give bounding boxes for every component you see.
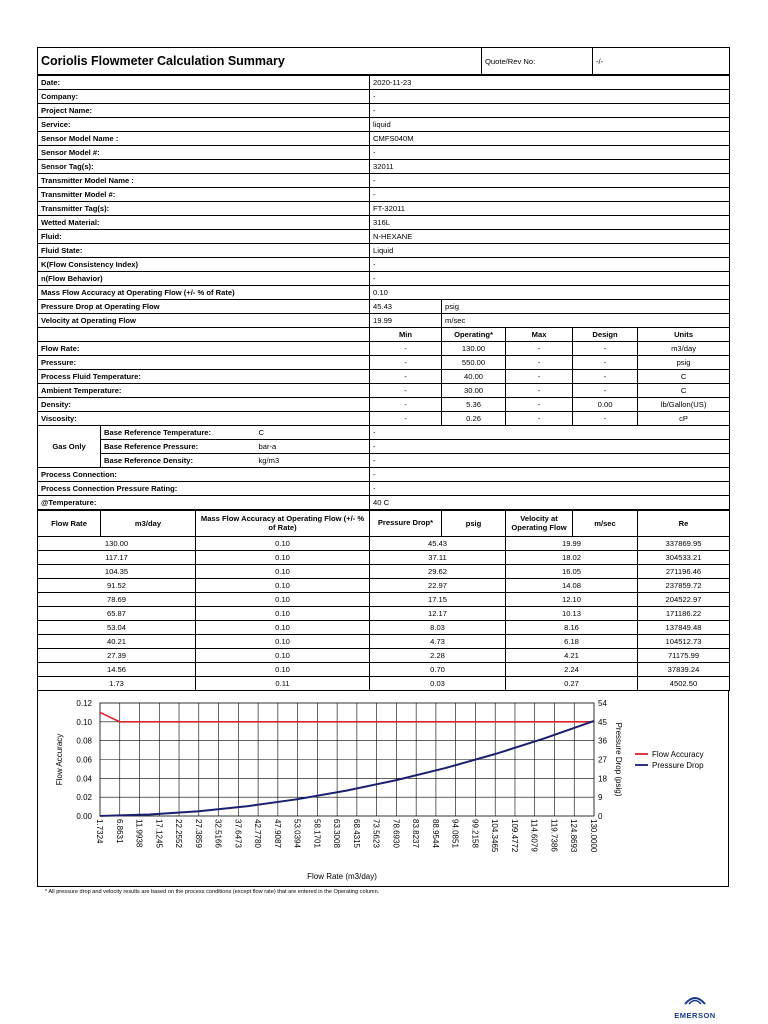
info-value: -	[370, 272, 730, 286]
info-row	[38, 258, 730, 272]
x-tick-label: 88.9544	[430, 819, 440, 848]
condition-design: -	[573, 356, 638, 370]
velocity-unit: m/sec	[442, 314, 730, 328]
gas-ref-value: -	[370, 440, 730, 454]
perf-velocity: 6.18	[506, 635, 638, 649]
perf-accuracy: 0.10	[196, 593, 370, 607]
x-tick-label: 17.1245	[154, 819, 164, 848]
info-label: Date:	[38, 76, 370, 90]
info-value: 32011	[370, 160, 730, 174]
info-label: Project Name:	[38, 104, 370, 118]
info-value: -	[370, 146, 730, 160]
perf-row	[38, 565, 730, 579]
info-label: Fluid:	[38, 230, 370, 244]
condition-design: -	[573, 342, 638, 356]
x-tick-label: 109.4772	[509, 819, 519, 853]
conditions-header-cell: Units	[638, 328, 730, 342]
perf-velocity: 14.08	[506, 579, 638, 593]
x-tick-label: 99.2158	[470, 819, 480, 848]
info-row	[38, 118, 730, 132]
info-label: Service:	[38, 118, 370, 132]
condition-units: C	[638, 370, 730, 384]
perf-flow: 65.87	[38, 607, 196, 621]
info-value: N-HEXANE	[370, 230, 730, 244]
condition-design: 0.00	[573, 398, 638, 412]
perf-accuracy: 0.10	[196, 579, 370, 593]
perf-re: 304533.21	[638, 551, 730, 565]
condition-design: -	[573, 412, 638, 426]
legend-label: Pressure Drop	[652, 761, 704, 770]
x-tick-label: 42.7780	[253, 819, 263, 848]
y-right-tick-label: 45	[598, 717, 607, 727]
condition-row	[38, 356, 730, 370]
conditions-header	[38, 328, 730, 342]
pressure-drop-label: Pressure Drop at Operating Flow	[38, 300, 370, 314]
condition-max: -	[506, 356, 573, 370]
condition-units: cP	[638, 412, 730, 426]
gas-only-row	[38, 454, 730, 468]
gas-ref-label: Base Reference Density:	[101, 454, 256, 468]
info-row	[38, 188, 730, 202]
perf-re: 237859.72	[638, 579, 730, 593]
perf-pdrop: 4.73	[370, 635, 506, 649]
condition-min: -	[370, 370, 442, 384]
at-temperature-value: 40 C	[370, 496, 730, 510]
x-tick-label: 6.8631	[114, 819, 124, 844]
perf-pdrop: 29.62	[370, 565, 506, 579]
perf-flow: 1.73	[38, 677, 196, 691]
info-row	[38, 202, 730, 216]
x-tick-label: 53.0394	[292, 819, 302, 848]
y-right-axis-label: Pressure Drop (psig)	[614, 722, 623, 797]
condition-row	[38, 412, 730, 426]
x-tick-label: 104.3465	[490, 819, 500, 853]
pressure-drop-unit: psig	[442, 300, 730, 314]
info-row	[38, 76, 730, 90]
y-right-tick-label: 9	[598, 793, 603, 803]
perf-accuracy: 0.10	[196, 635, 370, 649]
perf-re: 104512.73	[638, 635, 730, 649]
perf-accuracy: 0.10	[196, 565, 370, 579]
y-left-tick-label: 0.06	[76, 755, 92, 765]
condition-row	[38, 398, 730, 412]
info-value: liquid	[370, 118, 730, 132]
perf-row	[38, 663, 730, 677]
x-tick-label: 63.3008	[332, 819, 342, 848]
x-tick-label: 27.3859	[193, 819, 203, 848]
condition-max: -	[506, 398, 573, 412]
perf-flow: 91.52	[38, 579, 196, 593]
process-connection-label: Process Connection:	[38, 468, 370, 482]
perf-header-accuracy: Mass Flow Accuracy at Operating Flow (+/- % of Rate)	[196, 511, 370, 537]
perf-pdrop: 17.15	[370, 593, 506, 607]
info-row	[38, 286, 730, 300]
info-row	[38, 132, 730, 146]
perf-flow: 104.35	[38, 565, 196, 579]
perf-velocity: 8.16	[506, 621, 638, 635]
perf-velocity: 4.21	[506, 649, 638, 663]
condition-max: -	[506, 342, 573, 356]
y-left-tick-label: 0.08	[76, 736, 92, 746]
perf-row	[38, 635, 730, 649]
perf-accuracy: 0.10	[196, 663, 370, 677]
x-axis-label: Flow Rate (m3/day)	[307, 872, 377, 881]
info-label: Transmitter Model Name :	[38, 174, 370, 188]
condition-op: 40.00	[442, 370, 506, 384]
perf-row	[38, 593, 730, 607]
perf-accuracy: 0.11	[196, 677, 370, 691]
condition-design: -	[573, 370, 638, 384]
perf-pdrop: 8.03	[370, 621, 506, 635]
gas-ref-unit: bar-a	[256, 440, 370, 454]
perf-accuracy: 0.10	[196, 537, 370, 551]
perf-accuracy: 0.10	[196, 607, 370, 621]
y-left-tick-label: 0.10	[76, 717, 92, 727]
gas-only-row	[38, 426, 730, 440]
info-row	[38, 160, 730, 174]
x-tick-label: 130.0000	[589, 819, 598, 853]
perf-header-re: Re	[638, 511, 730, 537]
condition-units: psig	[638, 356, 730, 370]
condition-max: -	[506, 412, 573, 426]
perf-pdrop: 0.03	[370, 677, 506, 691]
condition-op: 5.36	[442, 398, 506, 412]
perf-pdrop: 12.17	[370, 607, 506, 621]
condition-row	[38, 370, 730, 384]
gas-ref-label: Base Reference Temperature:	[101, 426, 256, 440]
y-left-axis-label: Flow Accuracy	[55, 733, 64, 786]
legend-label: Flow Accuracy	[652, 750, 704, 759]
perf-flow: 53.04	[38, 621, 196, 635]
gas-ref-value: -	[370, 454, 730, 468]
perf-pdrop: 45.43	[370, 537, 506, 551]
x-tick-label: 94.0851	[450, 819, 460, 848]
info-value: -	[370, 104, 730, 118]
condition-min: -	[370, 384, 442, 398]
y-right-tick-label: 36	[598, 736, 607, 746]
perf-re: 37839.24	[638, 663, 730, 677]
perf-re: 137849.48	[638, 621, 730, 635]
info-label: K(Flow Consistency Index)	[38, 258, 370, 272]
x-tick-label: 32.5166	[213, 819, 223, 848]
perf-pdrop: 37.11	[370, 551, 506, 565]
info-row	[38, 146, 730, 160]
perf-flow: 78.69	[38, 593, 196, 607]
quote-label: Quote/Rev No:	[482, 48, 593, 75]
info-label: Fluid State:	[38, 244, 370, 258]
flow-chart	[38, 691, 728, 886]
conditions-header-cell: Max	[506, 328, 573, 342]
y-left-tick-label: 0.04	[76, 774, 92, 784]
process-rating-row	[38, 482, 730, 496]
emerson-logo	[660, 993, 730, 1020]
perf-flow: 40.21	[38, 635, 196, 649]
perf-velocity: 18.02	[506, 551, 638, 565]
chart-panel	[37, 691, 729, 887]
emerson-logo-text: EMERSON	[674, 1011, 716, 1020]
info-value: -	[370, 258, 730, 272]
info-label: Transmitter Tag(s):	[38, 202, 370, 216]
gas-ref-unit: kg/m3	[256, 454, 370, 468]
perf-accuracy: 0.10	[196, 551, 370, 565]
condition-min: -	[370, 398, 442, 412]
condition-row	[38, 342, 730, 356]
perf-header-flow-rate: Flow Rate	[38, 511, 101, 537]
condition-op: 30.00	[442, 384, 506, 398]
gas-ref-label: Base Reference Pressure:	[101, 440, 256, 454]
series-line-pressure-drop	[100, 721, 594, 816]
condition-units: lb/Gallon(US)	[638, 398, 730, 412]
x-tick-label: 11.9938	[134, 819, 144, 848]
condition-max: -	[506, 370, 573, 384]
perf-flow: 130.00	[38, 537, 196, 551]
gas-only-row	[38, 440, 730, 454]
x-tick-label: 22.2552	[174, 819, 184, 848]
info-row	[38, 104, 730, 118]
perf-pdrop: 0.70	[370, 663, 506, 677]
perf-header-velocity: Velocity at Operating Flow	[506, 511, 573, 537]
at-temperature-row	[38, 496, 730, 510]
conditions-header-cell: Design	[573, 328, 638, 342]
condition-min: -	[370, 356, 442, 370]
perf-row	[38, 537, 730, 551]
perf-accuracy: 0.10	[196, 621, 370, 635]
pressure-drop-value: 45.43	[370, 300, 442, 314]
info-value: CMFS040M	[370, 132, 730, 146]
perf-re: 71175.99	[638, 649, 730, 663]
info-label: Company:	[38, 90, 370, 104]
perf-re: 204522.97	[638, 593, 730, 607]
perf-header-velocity-unit: m/sec	[573, 511, 638, 537]
calculation-sheet	[37, 47, 729, 895]
condition-label: Viscosity:	[38, 412, 370, 426]
x-tick-label: 114.6079	[529, 819, 539, 852]
info-row	[38, 230, 730, 244]
gas-ref-value: -	[370, 426, 730, 440]
condition-max: -	[506, 384, 573, 398]
info-label: Mass Flow Accuracy at Operating Flow (+/- % of Rate)	[38, 286, 370, 300]
info-row	[38, 244, 730, 258]
perf-re: 337869.95	[638, 537, 730, 551]
condition-min: -	[370, 412, 442, 426]
perf-row	[38, 621, 730, 635]
info-table	[37, 75, 730, 510]
condition-label: Ambient Temperature:	[38, 384, 370, 398]
y-left-tick-label: 0.02	[76, 793, 92, 803]
perf-velocity: 19.99	[506, 537, 638, 551]
perf-velocity: 2.24	[506, 663, 638, 677]
info-value: -	[370, 90, 730, 104]
x-tick-label: 68.4315	[351, 819, 361, 848]
info-label: Wetted Material:	[38, 216, 370, 230]
y-right-tick-label: 27	[598, 755, 607, 765]
condition-row	[38, 384, 730, 398]
conditions-header-cell: Min	[370, 328, 442, 342]
perf-velocity: 10.13	[506, 607, 638, 621]
condition-label: Density:	[38, 398, 370, 412]
x-tick-label: 73.5623	[371, 819, 381, 848]
process-rating-value: -	[370, 482, 730, 496]
perf-row	[38, 551, 730, 565]
header-table	[37, 47, 730, 75]
info-label: Sensor Tag(s):	[38, 160, 370, 174]
y-right-tick-label: 0	[598, 812, 603, 821]
velocity-label: Velocity at Operating Flow	[38, 314, 370, 328]
perf-re: 4502.50	[638, 677, 730, 691]
x-tick-label: 119.7386	[549, 819, 559, 852]
conditions-header-cell: Operating*	[442, 328, 506, 342]
info-value: Liquid	[370, 244, 730, 258]
at-temperature-label: @Temperature:	[38, 496, 370, 510]
x-tick-label: 37.6473	[233, 819, 243, 848]
gas-only-label: Gas Only	[38, 426, 101, 468]
series-line-flow-accuracy	[100, 712, 594, 721]
condition-label: Pressure:	[38, 356, 370, 370]
pressure-drop-row	[38, 300, 730, 314]
perf-pdrop: 22.97	[370, 579, 506, 593]
info-label: Transmitter Model #:	[38, 188, 370, 202]
x-tick-label: 78.6930	[391, 819, 401, 848]
page-title: Coriolis Flowmeter Calculation Summary	[38, 48, 482, 75]
condition-op: 0.26	[442, 412, 506, 426]
info-value: 316L	[370, 216, 730, 230]
quote-value: -/-	[593, 48, 730, 75]
perf-row	[38, 677, 730, 691]
perf-velocity: 0.27	[506, 677, 638, 691]
perf-header-pdrop-unit: psig	[442, 511, 506, 537]
process-rating-label: Process Connection Pressure Rating:	[38, 482, 370, 496]
info-label: n(Flow Behavior)	[38, 272, 370, 286]
condition-op: 550.00	[442, 356, 506, 370]
perf-header-pdrop: Pressure Drop*	[370, 511, 442, 537]
perf-flow: 117.17	[38, 551, 196, 565]
velocity-value: 19.99	[370, 314, 442, 328]
perf-pdrop: 2.28	[370, 649, 506, 663]
performance-table	[37, 510, 730, 691]
condition-units: m3/day	[638, 342, 730, 356]
x-tick-label: 83.8237	[411, 819, 421, 848]
condition-op: 130.00	[442, 342, 506, 356]
perf-velocity: 12.10	[506, 593, 638, 607]
perf-re: 271196.46	[638, 565, 730, 579]
perf-row	[38, 579, 730, 593]
info-label: Sensor Model Name :	[38, 132, 370, 146]
info-value: FT-32011	[370, 202, 730, 216]
perf-velocity: 16.05	[506, 565, 638, 579]
info-value: -	[370, 174, 730, 188]
info-value: 2020-11-23	[370, 76, 730, 90]
info-row	[38, 90, 730, 104]
condition-design: -	[573, 384, 638, 398]
perf-header-flow-unit: m3/day	[101, 511, 196, 537]
gas-ref-unit: C	[256, 426, 370, 440]
x-tick-label: 1.7324	[95, 819, 104, 844]
y-right-tick-label: 18	[598, 774, 607, 784]
info-value: 0.10	[370, 286, 730, 300]
perf-flow: 14.56	[38, 663, 196, 677]
process-connection-row	[38, 468, 730, 482]
condition-label: Process Fluid Temperature:	[38, 370, 370, 384]
condition-min: -	[370, 342, 442, 356]
condition-units: C	[638, 384, 730, 398]
perf-row	[38, 607, 730, 621]
velocity-row	[38, 314, 730, 328]
condition-label: Flow Rate:	[38, 342, 370, 356]
info-row	[38, 272, 730, 286]
info-value: -	[370, 188, 730, 202]
x-tick-label: 124.8693	[569, 819, 579, 853]
perf-flow: 27.39	[38, 649, 196, 663]
x-tick-label: 47.9087	[272, 819, 282, 848]
perf-row	[38, 649, 730, 663]
info-row	[38, 174, 730, 188]
x-tick-label: 58.1701	[312, 819, 322, 848]
perf-re: 171186.22	[638, 607, 730, 621]
y-right-tick-label: 54	[598, 699, 607, 708]
emerson-logo-icon	[683, 994, 707, 1006]
footnote: * All pressure drop and velocity results are based on the process conditions (except flow rate) that are entered in the Operating column.	[45, 889, 380, 895]
y-left-tick-label: 0.12	[76, 699, 92, 708]
process-connection-value: -	[370, 468, 730, 482]
info-row	[38, 216, 730, 230]
info-label: Sensor Model #:	[38, 146, 370, 160]
perf-accuracy: 0.10	[196, 649, 370, 663]
conditions-header-blank	[38, 328, 370, 342]
y-left-tick-label: 0.00	[76, 812, 92, 821]
